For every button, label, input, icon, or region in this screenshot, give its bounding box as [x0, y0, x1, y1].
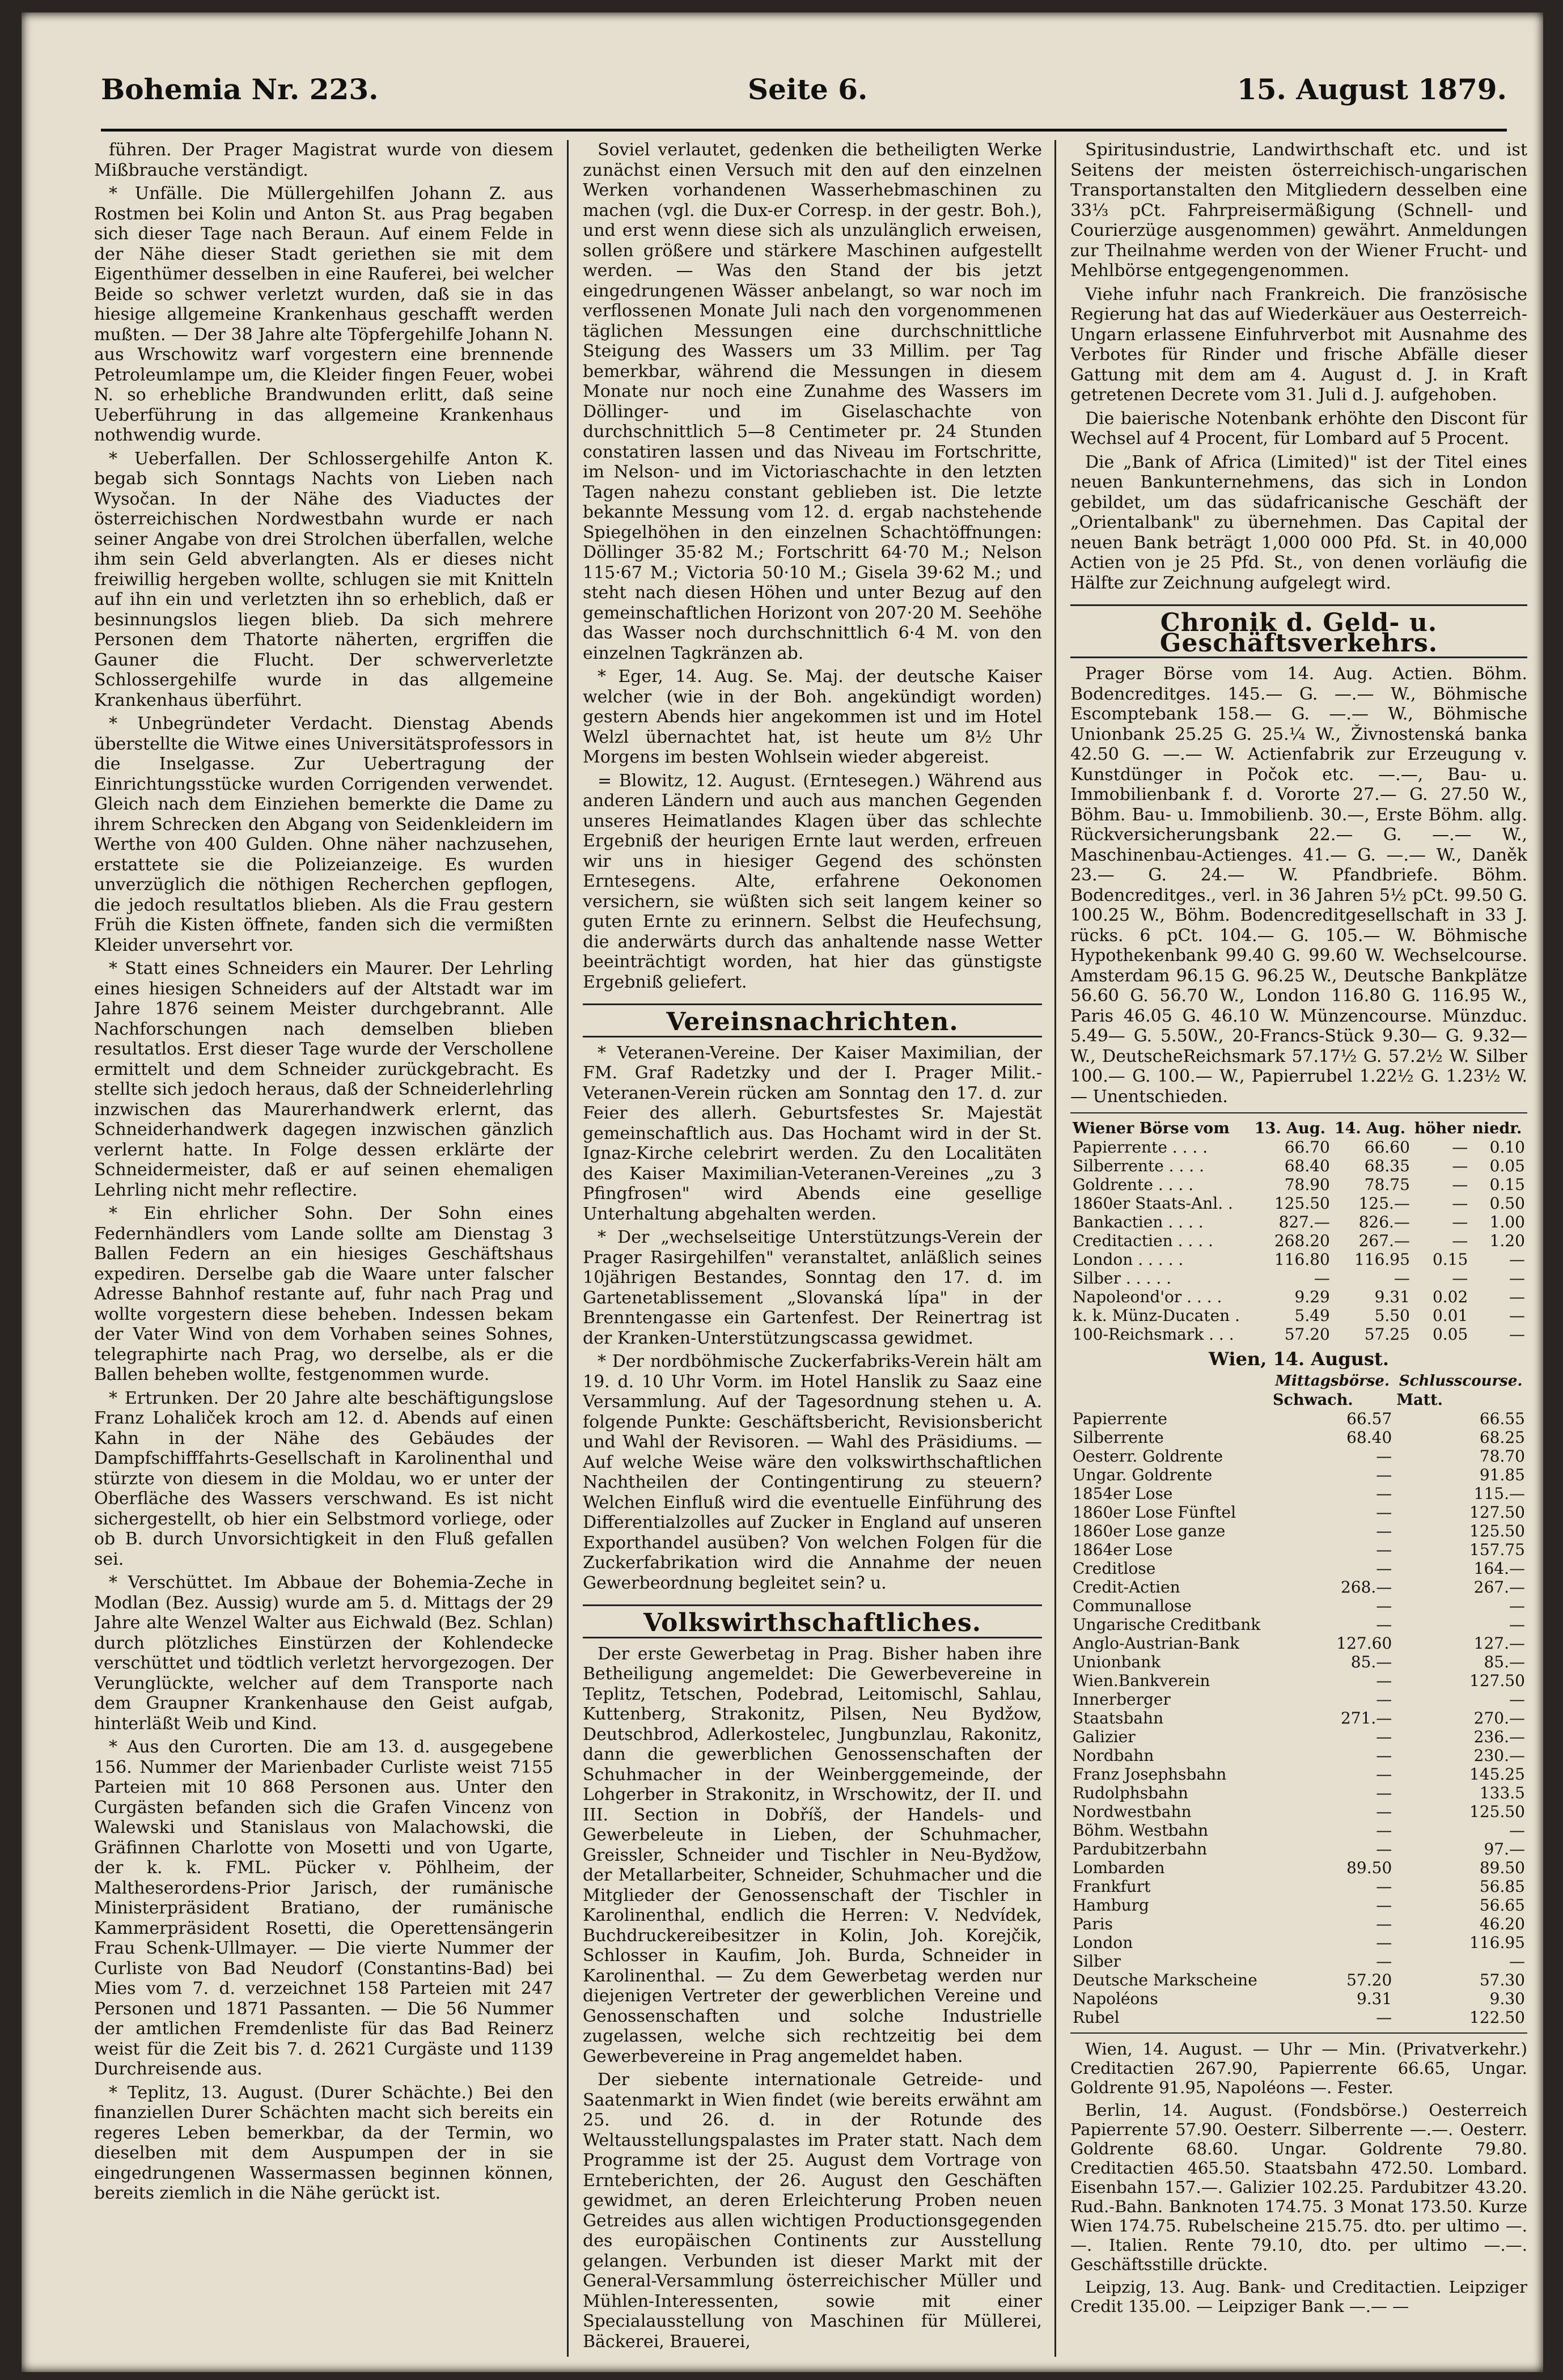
section-heading-vereinsnachrichten: Vereinsnachrichten.	[583, 1003, 1042, 1037]
row-label: Papierrente	[1073, 1409, 1167, 1428]
issue-date: 15. August 1879.	[1236, 72, 1507, 106]
row-label: Galizier	[1073, 1727, 1136, 1746]
table-cell: 164.—	[1473, 1559, 1525, 1578]
table-cell: 66.55	[1479, 1409, 1525, 1428]
row-label: Wien.Bankverein	[1073, 1671, 1210, 1690]
column-reports	[583, 140, 1042, 2357]
table-cell: 267.—	[1473, 1577, 1525, 1596]
table-cell: —	[1376, 1521, 1392, 1540]
table-cell: 68.25	[1479, 1428, 1525, 1447]
table-cell: —	[1314, 1269, 1330, 1288]
row-label: Frankfurt	[1073, 1877, 1151, 1896]
wiener-boerse-table	[1070, 1119, 1527, 1344]
row-label: Ungarische Creditbank	[1073, 1615, 1261, 1634]
table-row	[1070, 1175, 1527, 1194]
table-row	[1070, 1671, 1527, 1690]
column-header: Wiener Börse vom	[1073, 1120, 1230, 1137]
table-row	[1070, 1690, 1527, 1709]
row-label: 1864er Lose	[1073, 1540, 1173, 1559]
column-divider	[1054, 140, 1056, 2357]
table-row	[1070, 1727, 1527, 1746]
table-cell: 57.20	[1284, 1325, 1330, 1344]
column-header: niedr.	[1472, 1120, 1522, 1137]
table-cell: —	[1452, 1269, 1468, 1288]
row-label: Böhm. Westbahn	[1073, 1820, 1209, 1840]
table-cell: —	[1509, 1306, 1525, 1325]
table-row	[1070, 1802, 1527, 1821]
issue-number: Bohemia Nr. 223.	[101, 72, 379, 106]
article-notenbank: Die baierische Notenbank erhöhte den Discont für Wechsel auf 4 Procent, für Lombard auf 5 Procent.	[1070, 408, 1527, 448]
table-cell: —	[1509, 1250, 1525, 1269]
table-cell: —	[1393, 1269, 1410, 1288]
table-header-row	[1070, 1391, 1527, 1409]
table-cell: —	[1376, 1933, 1392, 1952]
table-cell: 9.31	[1374, 1288, 1410, 1306]
table-cell: —	[1509, 1689, 1525, 1709]
table-row	[1070, 1466, 1527, 1484]
table-row	[1070, 1578, 1527, 1596]
table-row	[1070, 1409, 1527, 1428]
table-cell: 0.05	[1489, 1157, 1525, 1175]
table-cell: —	[1376, 2008, 1392, 2027]
table-cell: 125.50	[1469, 1802, 1525, 1821]
table-cell: 91.85	[1479, 1465, 1525, 1484]
column-local-news	[94, 140, 553, 2357]
divider	[1070, 2032, 1527, 2034]
page-header	[101, 66, 1507, 112]
table-cell: 85.—	[1350, 1652, 1392, 1671]
table-row	[1070, 1971, 1527, 1989]
table-cell: 97.—	[1484, 1839, 1525, 1858]
table-cell: 9.29	[1294, 1288, 1330, 1306]
table-cell: 1.20	[1489, 1231, 1525, 1250]
table-cell: 56.65	[1479, 1895, 1525, 1915]
table-cell: —	[1509, 1269, 1525, 1288]
table-cell: —	[1509, 1951, 1525, 1971]
row-label: 1854er Lose	[1073, 1484, 1173, 1503]
table-cell: —	[1376, 1465, 1392, 1484]
row-label: Goldrente . . . .	[1073, 1175, 1194, 1194]
table-cell: —	[1376, 1914, 1392, 1933]
row-label: Silber	[1073, 1951, 1121, 1971]
table-cell: 57.25	[1364, 1325, 1410, 1344]
table-cell: —	[1376, 1671, 1392, 1690]
table-cell: —	[1376, 1446, 1392, 1466]
table-row	[1070, 1522, 1527, 1540]
table-cell: 68.40	[1284, 1157, 1330, 1175]
table-cell: 827.—	[1278, 1213, 1330, 1231]
table-cell: 267.—	[1358, 1231, 1410, 1250]
table-row	[1070, 1447, 1527, 1466]
table-cell: —	[1452, 1231, 1468, 1250]
wien-mittagsboerse-table	[1070, 1372, 1527, 2027]
table-cell: 68.40	[1346, 1428, 1392, 1447]
row-label: Unionbank	[1073, 1652, 1161, 1671]
newspaper-page	[22, 12, 1543, 2372]
table-cell: 268.—	[1340, 1577, 1392, 1596]
column-header: Matt.	[1396, 1391, 1443, 1409]
table-cell: 125.—	[1358, 1194, 1410, 1213]
column-subheader: Mittagsbörse.	[1275, 1372, 1390, 1390]
article-viehe: Viehe infuhr nach Frankreich. Die französische Regierung hat das auf Wiederkäuer aus Oesterreich-Ungarn erlassene Einfuhrverbot mit Ausnahme des Verbotes für Rinder und frische Abfälle dieser Gattung mit dem am 4. August d. J. in Kraft getretenen Decrete vom 31. Juli d. J. aufgehoben.	[1070, 284, 1527, 405]
row-label: Innerberger	[1073, 1689, 1171, 1709]
table-cell: 57.30	[1479, 1970, 1525, 1989]
column-header: 13. Aug.	[1254, 1120, 1326, 1137]
table-row	[1070, 1634, 1527, 1653]
table-cell: —	[1376, 1540, 1392, 1559]
table-cell: —	[1376, 1839, 1392, 1858]
table-cell: —	[1452, 1194, 1468, 1213]
row-label: Napoleond'or . . . .	[1073, 1288, 1222, 1306]
table-cell: 0.15	[1489, 1175, 1525, 1194]
row-label: Hamburg	[1073, 1895, 1149, 1915]
table-cell: —	[1509, 1596, 1525, 1615]
page-number: Seite 6.	[748, 72, 868, 106]
article-paragraph: führen. Der Prager Magistrat wurde von diesem Mißbrauche verständigt.	[94, 140, 553, 180]
row-label: 1860er Lose Fünftel	[1073, 1502, 1236, 1522]
table-cell: 9.30	[1489, 1989, 1525, 2008]
table-cell: 122.50	[1469, 2008, 1525, 2027]
row-label: Papierrente . . . .	[1073, 1138, 1208, 1157]
table-cell: —	[1509, 1820, 1525, 1840]
table-cell: 5.50	[1374, 1306, 1410, 1325]
table-cell: —	[1376, 1877, 1392, 1896]
table-cell: 9.31	[1356, 1989, 1392, 2008]
table-cell: —	[1376, 1727, 1392, 1746]
table-body	[1070, 1409, 1527, 2027]
column-header: 14. Aug.	[1334, 1120, 1406, 1137]
table-cell: —	[1376, 1802, 1392, 1821]
table-row	[1070, 1765, 1527, 1784]
table-cell: —	[1376, 1596, 1392, 1615]
wien-title: Wien, 14. August.	[1209, 1348, 1389, 1370]
section-heading-volkswirthschaft: Volkswirthschaftliches.	[583, 1604, 1042, 1638]
row-label: Anglo-Austrian-Bank	[1073, 1633, 1240, 1653]
table-cell: —	[1376, 1746, 1392, 1765]
table-row	[1070, 1933, 1527, 1952]
column-subheader: Schlusscourse.	[1399, 1372, 1523, 1390]
table-row	[1070, 1157, 1527, 1175]
table-cell: 0.01	[1432, 1306, 1468, 1325]
table-cell: 125.50	[1274, 1194, 1330, 1213]
row-label: 1860er Lose ganze	[1073, 1521, 1226, 1540]
article-paragraph: Soviel verlautet, gedenken die betheiligten Werke zunächst einen Versuch mit den auf den einzelnen Werken vorhandenen Wasserhebmaschinen zu machen (vgl. die Dux-er Corresp. in der gestr. Boh.), und erst wenn diese sich als unzulänglich erweisen, sollen größere und stärkere Maschinen aufgestellt werden. — Was den Stand der bis jetzt eingedrungenen Wässer anbelangt, so war noch im verflossenen Monate Juli nach den vorgenommenen täglichen Messungen eine durchschnittliche Steigung des Wassers um 33 Millim. per Tag bemerkbar, während die Messungen in diesem Monate nur noch eine Zunahme des Wassers im Döllinger- und im Giselaschachte von durchschnittlich 5—8 Centimeter pr. 24 Stunden constatiren lassen und das Niveau im Fortschritte, im Nelson- und im Victoriaschachte in den letzten Tagen nahezu constant geblieben ist. Die letzte bekannte Messung vom 12. d. ergab nachstehende Spiegelhöhen in den einzelnen Schachtöffnungen: Döllinger 35·82 M.; Fortschritt 64·70 M.; Nelson 115·67 M.; Victoria 50·10 M.; Gisela 39·62 M.; und steht nach diesen Höhen und unter Bezug auf den gemeinschaftlichen Horizont von 207·20 M. Seehöhe das Wasser noch durchschnittlich 6·4 M. von den einzelnen Tagkränzen ab.	[583, 140, 1042, 663]
table-row	[1070, 1559, 1527, 1578]
table-cell: 85.—	[1484, 1652, 1525, 1671]
table-cell: 127.—	[1473, 1633, 1525, 1653]
table-cell: 145.25	[1469, 1764, 1525, 1784]
row-label: k. k. Münz-Ducaten .	[1073, 1306, 1240, 1325]
table-cell: 116.80	[1274, 1250, 1330, 1269]
table-cell: 0.10	[1489, 1138, 1525, 1157]
article-teplitz: * Teplitz, 13. August. (Durer Schächte.) Bei den finanziellen Durer Schächten macht sich bereits ein regeres Leben bemerkbar, da der Termin, wo dieselben mit dem Auspumpen der in sie eingedrungenen Wassermassen beginnen können, bereits ziemlich in die Nähe gerückt ist.	[94, 2082, 553, 2203]
table-cell: 271.—	[1340, 1708, 1392, 1727]
table-cell: 78.70	[1479, 1446, 1525, 1466]
table-row	[1070, 1896, 1527, 1915]
section-heading-chronik: Chronik d. Geld- u. Geschäftsverkehrs.	[1070, 604, 1527, 658]
table-cell: 826.—	[1358, 1213, 1410, 1231]
table-row	[1070, 1428, 1527, 1447]
table-cell: 236.—	[1473, 1727, 1525, 1746]
table-cell: —	[1452, 1138, 1468, 1157]
row-label: Creditlose	[1073, 1559, 1156, 1578]
table-cell: 230.—	[1473, 1746, 1525, 1765]
divider	[1070, 1112, 1527, 1113]
row-label: Pardubitzerbahn	[1073, 1839, 1208, 1858]
table-cell: 0.50	[1489, 1194, 1525, 1213]
article-verschuettet: * Verschüttet. Im Abbaue der Bohemia-Zeche in Modlan (Bez. Aussig) wurde am 5. d. Mittags der 29 Jahre alte Wenzel Walter aus Eichwald (Bez. Schlan) durch plötzliches Einstürzen der Kohlendecke verschüttet und tödtlich verletzt hervorgezogen. Der Verunglückte, welcher auf dem Transporte nach dem Graupner Krankenhause den Geist aufgab, hinterläßt Weib und Kind.	[94, 1573, 553, 1734]
table-row	[1070, 1858, 1527, 1877]
table-cell: 115.—	[1473, 1484, 1525, 1503]
table-cell: —	[1452, 1175, 1468, 1194]
table-cell: 116.95	[1354, 1250, 1410, 1269]
table-cell: 89.50	[1346, 1858, 1392, 1877]
table-cell: 66.70	[1284, 1138, 1330, 1157]
table-cell: 127.60	[1336, 1633, 1392, 1653]
table-row	[1070, 1269, 1527, 1288]
row-label: Deutsche Markscheine	[1073, 1970, 1257, 1989]
article-sohn: * Ein ehrlicher Sohn. Der Sohn eines Federnhändlers vom Lande sollte am Dienstag 3 Ballen Federn an ein hiesiges Geschäftshaus expediren. Derselbe gab die Waare unter falscher Adresse Bahnhof restante auf, fuhr nach Prag und wollte vorgestern diese beheben. Indessen bekam der Vater Wind von dem Vorhaben seines Sohnes, telegraphirte nach Prag, wo derselbe, als er die Ballen beheben wollte, festgenommen wurde.	[94, 1204, 553, 1384]
table-cell: 0.15	[1432, 1250, 1468, 1269]
column-finance	[1070, 140, 1527, 2357]
table-row	[1070, 1325, 1527, 1344]
table-cell: —	[1509, 1325, 1525, 1344]
table-row	[1070, 1250, 1527, 1269]
table-cell: 270.—	[1473, 1708, 1525, 1727]
table-row	[1070, 1653, 1527, 1671]
table-cell: —	[1452, 1213, 1468, 1231]
article-rasirgehilfen: * Der „wechselseitige Unterstützungs-Verein der Prager Rasirgehilfen" veranstaltet, anläßlich seines 10jährigen Bestandes, Sonntag den 17. d. im Gartenetablissement „Slovanská lípa" in der Brenntengasse ein Gartenfest. Der Reinertrag ist der Kranken-Unterstützungscassa gewidmet.	[583, 1227, 1042, 1348]
article-verdacht: * Unbegründeter Verdacht. Dienstag Abends überstellte die Witwe eines Universitätsprofessors in die Inselgasse. Zur Uebertragung der Einrichtungsstücke wurden Corrigenden verwendet. Gleich nach dem Einziehen bemerkte die Dame zu ihrem Schrecken den Abgang von Seidenkleidern im Werthe von 400 Gulden. Ohne näher nachzusehen, erstattete sie die Polizeianzeige. Es wurden unverzüglich die nöthigen Recherchen gepflogen, die jedoch resultatlos blieben. Als die Frau gestern Früh die Kisten öffnete, fanden sich die vermißten Kleider unversehrt vor.	[94, 714, 553, 955]
table-cell: 68.35	[1364, 1157, 1410, 1175]
table-cell: 127.50	[1469, 1502, 1525, 1522]
article-leipzig: Leipzig, 13. Aug. Bank- und Creditactien. Leipziger Credit 135.00. — Leipziger Bank —.— —	[1070, 2277, 1527, 2316]
table-row	[1070, 1840, 1527, 1858]
table-cell: 268.20	[1274, 1231, 1330, 1250]
row-label: 100-Reichsmark . . .	[1073, 1325, 1234, 1344]
row-label: Nordwestbahn	[1073, 1802, 1192, 1821]
table-row	[1070, 1877, 1527, 1896]
table-row	[1070, 1746, 1527, 1765]
table-cell: 89.50	[1479, 1858, 1525, 1877]
table-cell: 66.60	[1364, 1138, 1410, 1157]
row-label: Paris	[1073, 1914, 1113, 1933]
table-cell: —	[1376, 1689, 1392, 1709]
article-wien-privatverkehr: Wien, 14. August. — Uhr — Min. (Privatverkehr.) Creditactien 267.90, Papierrente 66.65, Ungar. Goldrente 91.95, Napoléons —. Fester.	[1070, 2039, 1527, 2097]
row-label: 1860er Staats-Anl. .	[1073, 1194, 1233, 1213]
table-row	[1070, 1484, 1527, 1503]
row-label: Ungar. Goldrente	[1073, 1465, 1213, 1484]
row-label: Creditactien . . . .	[1073, 1231, 1213, 1250]
row-label: Rubel	[1073, 2008, 1120, 2027]
table-cell: —	[1509, 1288, 1525, 1306]
table-row	[1070, 1989, 1527, 2008]
table-cell: —	[1452, 1157, 1468, 1175]
table-cell: 57.20	[1346, 1970, 1392, 1989]
table-cell: 56.85	[1479, 1877, 1525, 1896]
table-cell: 46.20	[1479, 1914, 1525, 1933]
row-label: Silberrente	[1073, 1428, 1164, 1447]
row-label: London	[1073, 1933, 1133, 1952]
table-row	[1070, 1231, 1527, 1250]
table-cell: 78.90	[1284, 1175, 1330, 1194]
row-label: Napoléons	[1073, 1989, 1158, 2008]
row-label: London . . . . .	[1073, 1250, 1184, 1269]
table-cell: 157.75	[1469, 1540, 1525, 1559]
table-row	[1070, 1615, 1527, 1634]
row-label: Rudolphsbahn	[1073, 1783, 1188, 1802]
row-label: Nordbahn	[1073, 1746, 1154, 1765]
row-label: Staatsbahn	[1073, 1708, 1164, 1727]
table-cell: 116.95	[1469, 1933, 1525, 1952]
table-row	[1070, 1596, 1527, 1615]
table-cell: 0.02	[1432, 1288, 1468, 1306]
row-label: Lombarden	[1073, 1858, 1165, 1877]
table-row	[1070, 1306, 1527, 1325]
table-body	[1070, 1138, 1527, 1344]
table-row	[1070, 1213, 1527, 1231]
row-label: Silberrente . . . .	[1073, 1157, 1204, 1175]
article-ueberfallen: * Ueberfallen. Der Schlossergehilfe Anton K. begab sich Sonntags Nachts von Lieben nach Wysočan. In der Nähe des Viaductes der österreichischen Nordwestbahn wurde er nach seiner Angabe von drei Strolchen überfallen, welche ihm sein Geld abverlangten. Als er dieses nicht freiwillig hergeben wollte, schlugen sie mit Knitteln auf ihn ein und verletzten ihn so erheblich, daß er besinnungslos liegen blieb. Da sich mehrere Personen dem Thatorte näherten, ergriffen die Gauner die Flucht. Der schwerverletzte Schlossergehilfe wurde in das allgemeine Krankenhaus überführt.	[94, 448, 553, 710]
article-blowitz: = Blowitz, 12. August. (Erntesegen.) Während aus anderen Ländern und auch aus manchen Gegenden unseres Heimatlandes Klagen über das schlechte Ergebniß der heurigen Ernte laut werden, erfreuen wir uns in hiesiger Gegend des schönsten Erntesegens. Alte, erfahrene Oekonomen versichern, sie wüßten sich seit langem keiner so guten Ernte zu erinnern. Selbst die Heufechsung, die anderwärts durch das anhaltende nasse Wetter beeinträchtigt worden, hat hier das günstigste Ergebniß geliefert.	[583, 770, 1042, 992]
article-bank-africa: Die „Bank of Africa (Limited)" ist der Titel eines neuen Bankunternehmens, das sich in London gebildet, um das südafricanische Geschäft der „Orientalbank" zu übernehmen. Das Capital der neuen Bank beträgt 1,000 000 Pfd. St. in 40,000 Actien von je 25 Pfd. St., von denen vorläufig die Hälfte zur Zeichnung aufgelegt wird.	[1070, 452, 1527, 593]
table-row	[1070, 1540, 1527, 1559]
article-schneider: * Statt eines Schneiders ein Maurer. Der Lehrling eines hiesigen Schneiders auf der Altstadt war im Jahre 1876 seinem Meister durchgebrannt. Alle Nachforschungen nach demselben blieben resultatlos. Erst dieser Tage wurde der Verschollene ermittelt und dem Schneider zurückgebracht. Es stellte sich jedoch heraus, daß der Schneiderlehrling inzwischen das Maurerhandwerk erlernt, das Schneiderhandwerk dagegen inzwischen gänzlich verlernt hatte. In Folge dessen erklärte der Schneidermeister, daß er auf seinen ehemaligen Lehrling nicht mehr reflectire.	[94, 959, 553, 1200]
table-cell: —	[1376, 1502, 1392, 1522]
header-rule	[101, 129, 1507, 132]
table-row	[1070, 1821, 1527, 1840]
row-label: Communallose	[1073, 1596, 1192, 1615]
table-cell: —	[1376, 1951, 1392, 1971]
row-label: Credit-Actien	[1073, 1577, 1180, 1596]
article-gewerbetag: Der erste Gewerbetag in Prag. Bisher haben ihre Betheiligung angemeldet: Die Gewerbevereine in Teplitz, Tetschen, Podebrad, Leitomischl, Sahlau, Kuttenberg, Strakonitz, Pilsen, Neu Bydžow, Deutschbrod, Adlerkostelec, Jungbunzlau, Rakonitz, dann die gewerblichen Genossenschaften der Schuhmacher in der Weinberggemeinde, der Lohgerber in Strakonitz, in Wrschowitz, der II. und III. Section in Dobříš, der Handels- und Gewerbeleute in Lieben, der Schuhmacher, Greissler, Schneider und Tischler in Neu-Bydžow, der Metallarbeiter, Schneider, Schuhmacher und die Mitglieder der Genossenschaft der Tischler in Karolinenthal, endlich die Herren: V. Nedvídek, Buchdruckereibesitzer in Kolin, Joh. Korejčik, Schlosser in Kaufim, Joh. Burda, Schneider in Karolinenthal. — Zu dem Gewerbetag werden nur diejenigen Vertreter der gewerblichen Vereine und Genossenschaften und solche Industrielle zugelassen, welche sich rechtzeitig bei dem Gewerbevereine in Prag angemeldet haben.	[583, 1644, 1042, 2066]
table-cell: 133.5	[1479, 1783, 1525, 1802]
article-ertrunken: * Ertrunken. Der 20 Jahre alte beschäftigungslose Franz Lohaliček kroch am 12. d. Abends auf einen Kahn in der Nähe des Gebäudes der Dampfschifffahrts-Gesellschaft in Karolinenthal und stürzte von diesem in die Moldau, wo er unter der Oberfläche des Wassers verschwand. Es ist nicht sichergestellt, ob hier ein Selbstmord vorliege, oder ob B. durch Unvorsichtigkeit in den Fluß gefallen sei.	[94, 1388, 553, 1569]
table-row	[1070, 1503, 1527, 1522]
table-cell: —	[1376, 1559, 1392, 1578]
row-label: Bankactien . . . .	[1073, 1213, 1204, 1231]
table-cell: —	[1376, 1764, 1392, 1784]
table-header-row	[1070, 1119, 1527, 1138]
table-cell: 127.50	[1469, 1671, 1525, 1690]
row-label: Silber . . . . .	[1073, 1269, 1171, 1288]
column-divider	[567, 140, 569, 2357]
article-zuckerfabrik: * Der nordböhmische Zuckerfabriks-Verein hält am 19. d. 10 Uhr Vorm. im Hotel Hanslik zu Saaz eine Versammlung. Auf der Tagesordnung stehen u. A. folgende Punkte: Geschäftsbericht, Revisionsbericht und Wahl der Revisoren. — Wahl des Präsidiums. — Auf welche Weise wäre den volkswirthschaftlichen Nachtheilen der Contingentirung zu steuern? Welchen Einfluß wird die eventuelle Einführung des Differentialzolles auf Zucker in England auf unseren Exporthandel ausüben? Von welchen Folgen für die Zuckerfabrikation wird die Annahme der neuen Gewerbeordnung begleitet sein? u.	[583, 1352, 1042, 1593]
table-cell: —	[1376, 1615, 1392, 1634]
table-cell: 125.50	[1469, 1521, 1525, 1540]
article-curorte: * Aus den Curorten. Die am 13. d. ausgegebene 156. Nummer der Marienbader Curliste weist 7155 Parteien mit 10 868 Personen aus. Unter den Curgästen befanden sich die Grafen Vincenz von Walewski und Stanislaus von Malachowski, die Gräfinnen Charlotte von Mosetti und von Ugarte, der k. k. FML. Pücker v. Pöhlheim, der Maltheserordens-Prior Jarisch, der rumänische Ministerpräsident Bratiano, der rumänische Kammerpräsident Rosetti, die Operettensängerin Frau Schenk-Ullmayer. — Die vierte Nummer der Curliste von Bad Neudorf (Constantins-Bad) bei Mies vom 7. d. verzeichnet 158 Parteien mit 247 Personen und 1871 Passanten. — Die 56 Nummer der amtlichen Fremdenliste für das Bad Reinerz weist für die Zeit bis 7. d. 2621 Curgäste und 1139 Durchreisende aus.	[94, 1737, 553, 2079]
table-cell: —	[1509, 1615, 1525, 1634]
article-eger: * Eger, 14. Aug. Se. Maj. der deutsche Kaiser welcher (wie in der Boh. angekündigt worden) gestern Abends hier angekommen ist und im Hotel Welzl übernachtet hat, ist heute um 8½ Uhr Morgens im besten Wohlsein wieder abgereist.	[583, 667, 1042, 767]
article-prager-boerse: Prager Börse vom 14. Aug. Actien. Böhm. Bodencreditges. 145.— G. —.— W., Böhmische Escomptebank 158.— G. —.— W., Böhmische Unionbank 25.25 G. 25.¼ W., Živnostenská banka 42.50 G. —.— W. Actienfabrik zur Erzeugung v. Kunstdünger in Počok etc. —.—, Bau- u. Immobilienbank f. d. Vororte 27.— G. 27.50 W., Böhm. Bau- u. Immobilienb. 30.—, Erste Böhm. allg. Rückversicherungsbank 22.— G. —.— W., Maschinenbau-Actienges. 41.— G. —.— W., Daněk 23.— G. 24.— W. Pfandbriefe. Böhm. Bodencreditges., verl. in 36 Jahren 5½ pCt. 99.50 G. 100.25 W., Böhm. Bodencreditgesellschaft in 33 J. rücks. 6 pCt. 104.— G. 105.— W. Böhmische Hypothekenbank 99.40 G. 99.60 W. Wechselcourse. Amsterdam 96.15 G. 96.25 W., Deutsche Bankplätze 56.60 G. 56.70 W., London 116.80 G. 116.95 W., Paris 46.05 G. 46.10 W. Münzencourse. Münzduc. 5.49— G. 5.50W., 20-Francs-Stück 9.30— G. 9.32— W., DeutscheReichsmark 57.17½ G. 57.2½ W. Silber 100.— G. 100.— W., Papierrubel 1.22½ G. 1.23½ W. — Unentschieden.	[1070, 664, 1527, 1107]
table-row	[1070, 1709, 1527, 1727]
column-header: Schwach.	[1273, 1391, 1353, 1409]
table-row	[1070, 2008, 1527, 2027]
table-cell: —	[1376, 1895, 1392, 1915]
column-header: höher	[1414, 1120, 1465, 1137]
table-subheader-row	[1070, 1372, 1527, 1391]
table-cell: 78.75	[1364, 1175, 1410, 1194]
row-label: Oesterr. Goldrente	[1073, 1446, 1223, 1466]
table-cell: 1.00	[1489, 1213, 1525, 1231]
table-cell: —	[1376, 1820, 1392, 1840]
table-row	[1070, 1952, 1527, 1971]
row-label: Franz Josephsbahn	[1073, 1764, 1227, 1784]
article-saatenmarkt: Der siebente internationale Getreide- und Saatenmarkt in Wien findet (wie bereits erwähnt am 25. und 26. d. in der Rotunde des Weltausstellungspalastes im Prater statt. Nach dem Programme ist der 25. August dem Vortrage von Ernteberichten, der 26. August den Geschäften gewidmet, an deren Erleichterung Proben neuen Getreides aus allen wichtigen Productionsgegenden des europäischen Continents zur Ausstellung gelangen. Verbunden ist dieser Markt mit der General-Versammlung österreichischer Müller und Mühlen-Interessenten, sowie mit einer Specialausstellung von Maschinen für Müllerei, Bäckerei, Brauerei,	[583, 2070, 1042, 2352]
table-cell: 0.05	[1432, 1325, 1468, 1344]
table-row	[1070, 1194, 1527, 1213]
table-cell: 66.57	[1346, 1409, 1392, 1428]
table-row	[1070, 1288, 1527, 1306]
article-paragraph: Spiritusindustrie, Landwirthschaft etc. und ist Seitens der meisten österreichisch-ungarischen Transportanstalten den Mitgliedern desselben eine 33⅓ pCt. Fahrpreisermäßigung (Schnell- und Courierzüge ausgenommen) gewährt. Anmeldungen zur Theilnahme werden von der Wiener Frucht- und Mehlbörse entgegengenommen.	[1070, 140, 1527, 281]
table-cell: —	[1376, 1783, 1392, 1802]
table-row	[1070, 1915, 1527, 1933]
table-cell: 5.49	[1294, 1306, 1330, 1325]
article-veteranen: * Veteranen-Vereine. Der Kaiser Maximilian, der FM. Graf Radetzky und der I. Prager Milit.-Veteranen-Verein rücken am Sonntag den 17. d. zur Feier des allerh. Geburtsfestes Sr. Majestät gemeinschaftlich aus. Das Hochamt wird in der St. Ignaz-Kirche celebrirt werden. Zu den Localitäten des Kaiser Maximilian-Veteranen-Vereines „zu 3 Pfingfrosen" wird Abends eine gesellige Unterhaltung abgehalten werden.	[583, 1043, 1042, 1224]
article-berlin: Berlin, 14. August. (Fondsbörse.) Oesterreich Papierrente 57.90. Oesterr. Silberrente —.—. Oesterr. Goldrente 68.60. Ungar. Goldrente 79.80. Creditactien 465.50. Staatsbahn 472.50. Lombard. Eisenbahn 157.—. Galizier 102.25. Pardubitzer 43.20. Rud.-Bahn. Banknoten 174.75. 3 Monat 173.50. Kurze Wien 174.75. Rubelscheine 215.75. dto. per ultimo —.—. Italien. Rente 79.10, dto. per ultimo —.—. Geschäftsstille drückte.	[1070, 2100, 1527, 2274]
table-row	[1070, 1784, 1527, 1802]
table-cell: —	[1376, 1484, 1392, 1503]
article-unfaelle: * Unfälle. Die Müllergehilfen Johann Z. aus Rostmen bei Kolin und Anton St. aus Prag begaben sich dieser Tage nach Beraun. Auf einem Felde in der Nähe dieser Stadt geriethen sie mit dem Eigenthümer desselben in eine Rauferei, bei welcher Beide so schwer verletzt wurden, daß sie in das hiesige allgemeine Krankenhaus geschafft werden mußten. — Der 38 Jahre alte Töpfergehilfe Johann N. aus Wrschowitz warf vorgestern eine brennende Petroleumlampe um, die Kleider fingen Feuer, wobei N. so erhebliche Brandwunden erlitt, daß seine Ueberführung in das allgemeine Krankenhaus nothwendig wurde.	[94, 184, 553, 445]
table-row	[1070, 1138, 1527, 1157]
